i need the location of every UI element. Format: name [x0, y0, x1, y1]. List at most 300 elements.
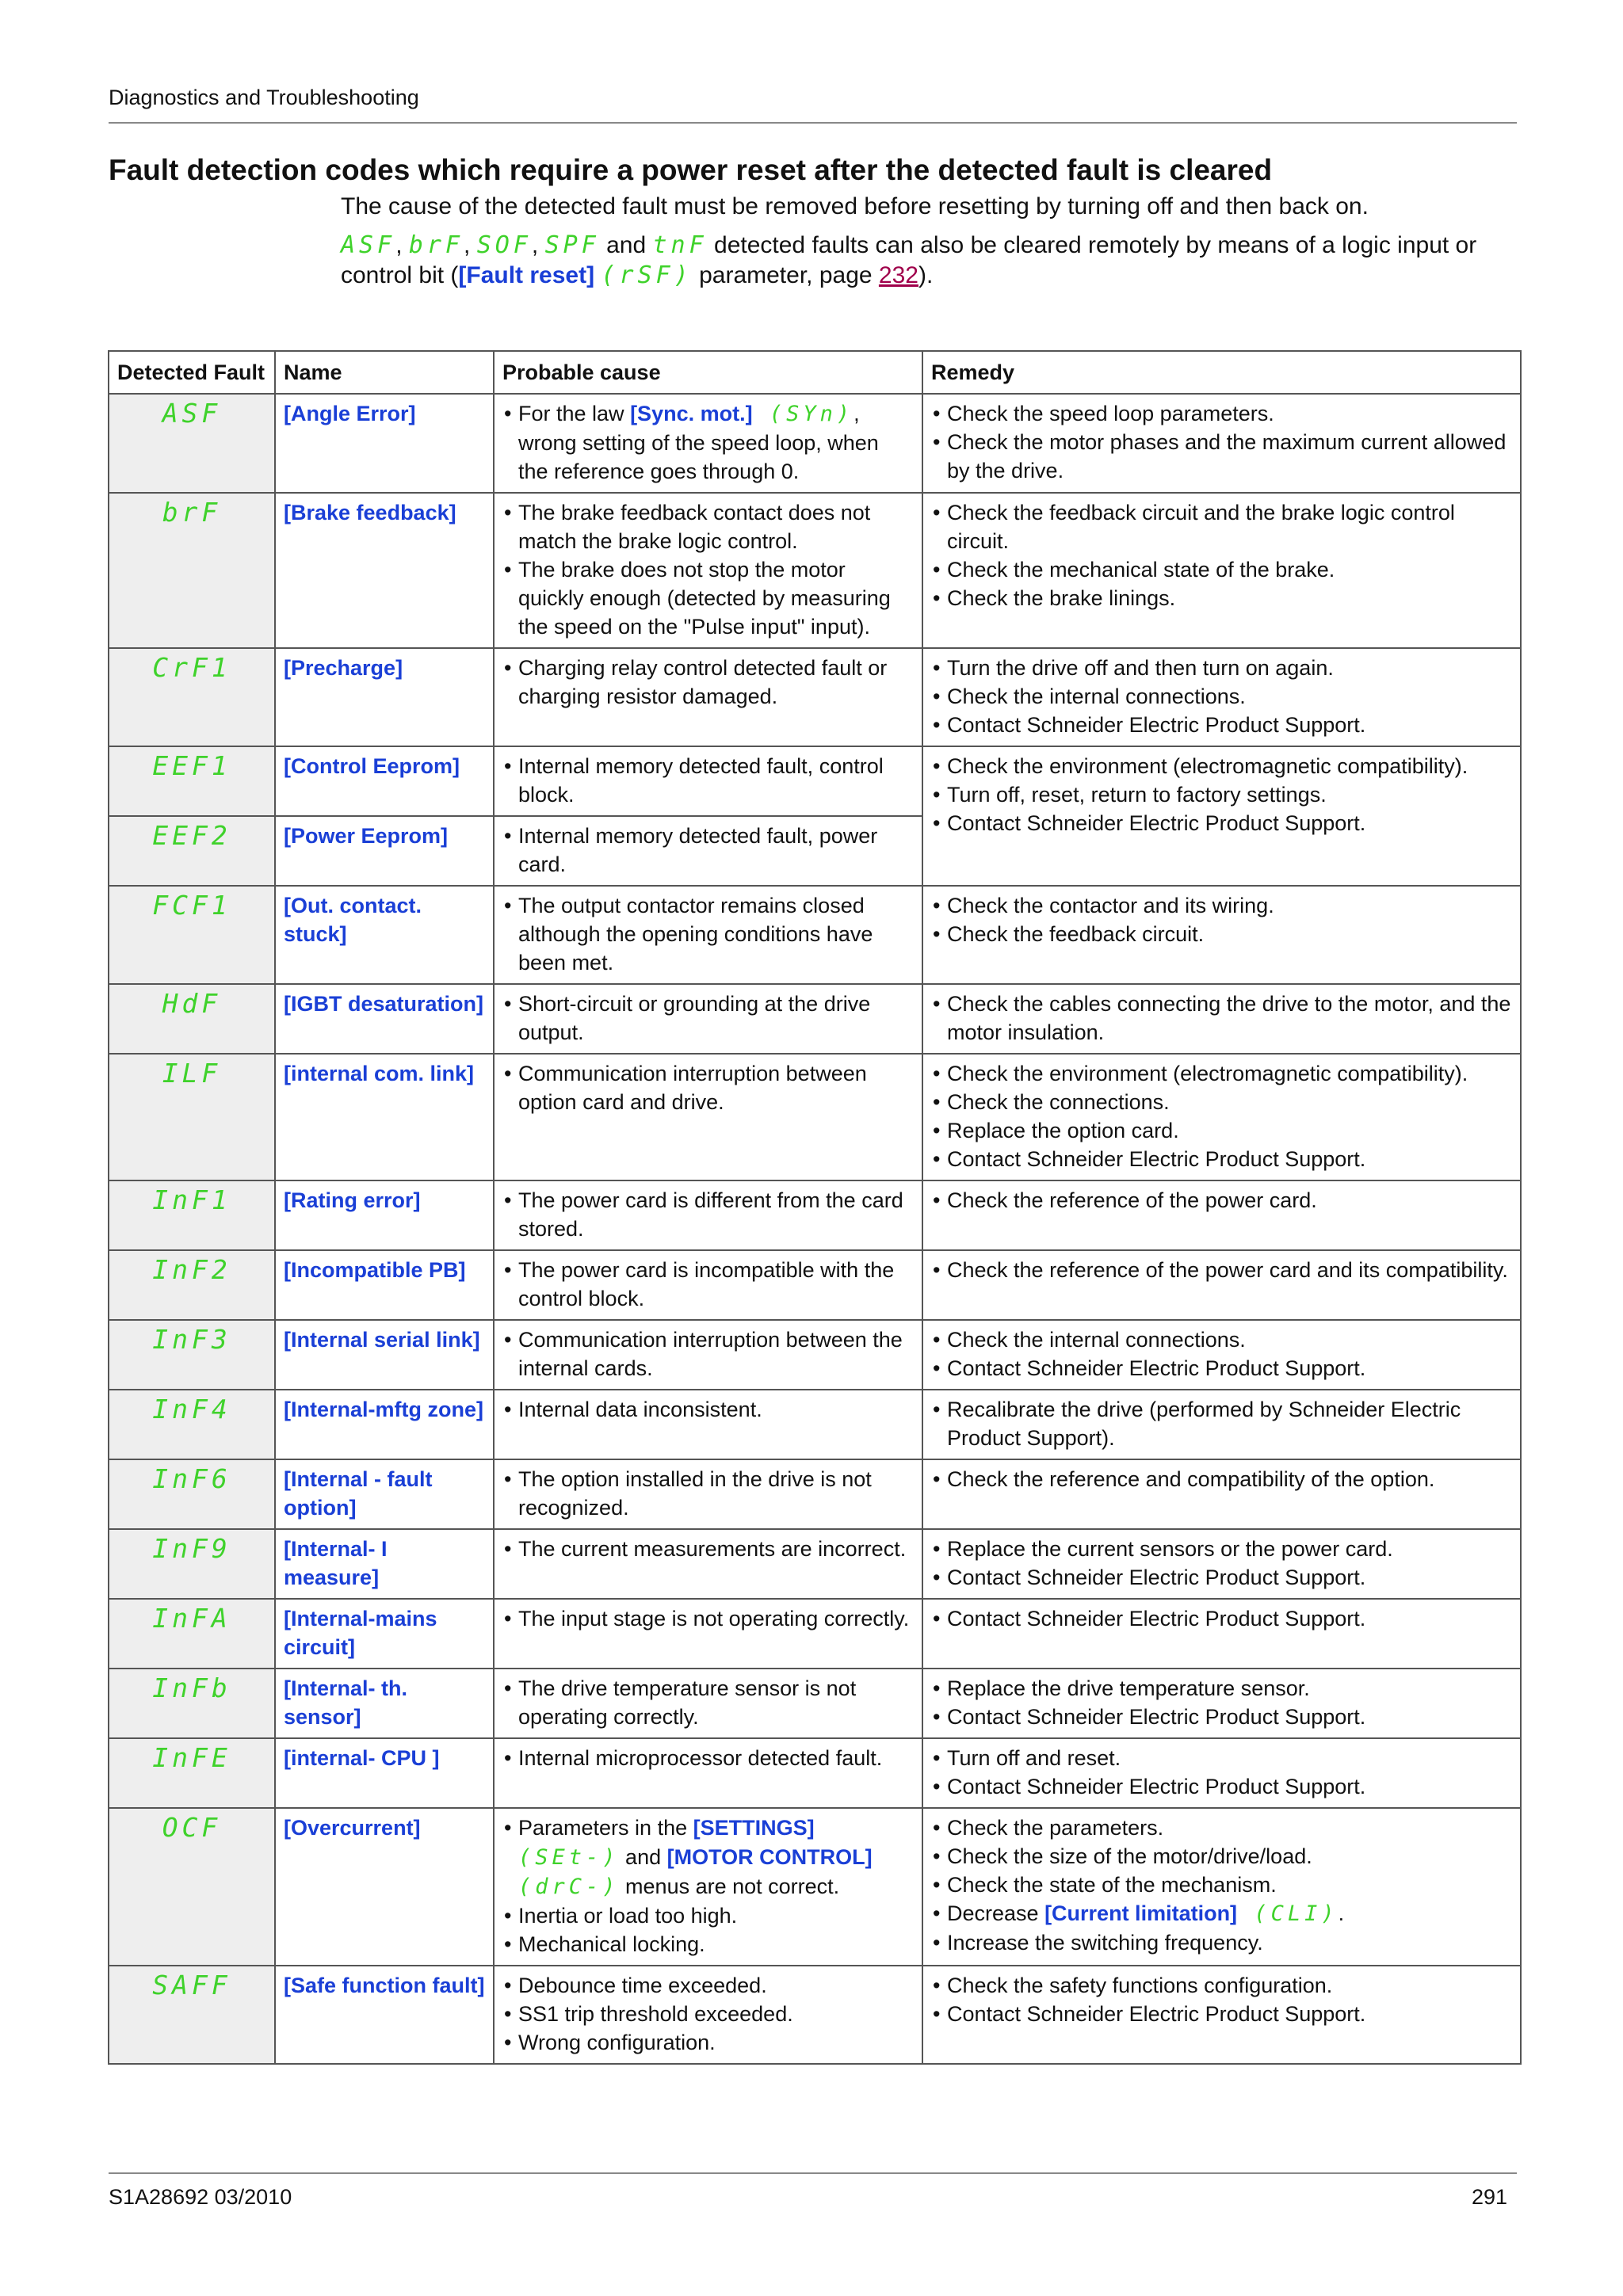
causes-list — [502, 990, 914, 1047]
fault-code: CrF1 — [152, 652, 231, 683]
remedies-list — [931, 1604, 1512, 1633]
fault-code-cell — [109, 1738, 275, 1808]
column-header: Detected Fault — [109, 351, 275, 394]
remedies-item — [931, 1971, 1512, 2000]
causes-item — [502, 654, 914, 711]
causes-list — [502, 1604, 914, 1633]
page-link[interactable]: 232 — [878, 262, 918, 288]
probable-cause-cell — [494, 394, 922, 493]
remedy-cell — [922, 1390, 1521, 1459]
remedies-text: Increase the switching frequency. — [947, 1931, 1263, 1955]
fault-code: SPF — [544, 231, 600, 259]
causes-item — [502, 1744, 914, 1772]
causes-item — [502, 555, 914, 641]
fault-code-cell — [109, 984, 275, 1054]
fault-name-cell: [Precharge] — [275, 648, 494, 746]
table-row — [109, 1459, 1521, 1529]
remedies-text: Contact Schneider Electric Product Support. — [947, 2002, 1366, 2026]
causes-text: For the law — [518, 402, 631, 425]
fault-code: InF9 — [152, 1533, 231, 1564]
remedies-text: Recalibrate the drive (performed by Schneider Electric Product Support). — [947, 1398, 1461, 1450]
causes-text: Mechanical locking. — [518, 1932, 705, 1956]
remedies-list — [931, 1814, 1512, 1957]
table-header-row — [109, 351, 1521, 394]
remedies-list — [931, 1744, 1512, 1801]
causes-text: Internal memory detected fault, power card. — [518, 824, 878, 876]
causes-text: menus are not correct. — [619, 1875, 840, 1898]
remedies-text: Replace the option card. — [947, 1119, 1179, 1142]
fault-code: brF — [162, 497, 222, 528]
separator: and — [599, 232, 653, 258]
parameter-name: [Current limitation] — [1044, 1901, 1238, 1925]
causes-list — [502, 399, 914, 486]
causes-item — [502, 1186, 914, 1243]
intro-paragraph-2 — [341, 231, 1529, 291]
remedies-item — [931, 498, 1512, 555]
remedies-list — [931, 1674, 1512, 1731]
table-row — [109, 1320, 1521, 1390]
remedy-cell — [922, 1054, 1521, 1180]
remedy-cell — [922, 394, 1521, 493]
causes-item — [502, 990, 914, 1047]
causes-list — [502, 891, 914, 977]
remedies-item — [931, 1256, 1512, 1284]
remedies-text: Contact Schneider Electric Product Support. — [947, 1566, 1366, 1589]
causes-list — [502, 1535, 914, 1563]
remedy-cell — [922, 746, 1521, 886]
fault-code-cell — [109, 1966, 275, 2064]
causes-list — [502, 1256, 914, 1313]
remedies-item — [931, 1674, 1512, 1703]
intro-text: detected faults can also be cleared remotely by means of a logic input or control bit ( — [341, 232, 1477, 288]
causes-item — [502, 822, 914, 879]
fault-code: InF2 — [152, 1254, 231, 1285]
causes-item — [502, 498, 914, 555]
fault-name-cell: [Rating error] — [275, 1180, 494, 1250]
causes-text: The current measurements are incorrect. — [518, 1537, 907, 1561]
causes-item — [502, 1256, 914, 1313]
probable-cause-cell — [494, 648, 922, 746]
table-row — [109, 1180, 1521, 1250]
remedies-list — [931, 1465, 1512, 1493]
remedies-list — [931, 654, 1512, 739]
fault-name-cell: [internal- CPU ] — [275, 1738, 494, 1808]
remedies-item — [931, 1703, 1512, 1731]
remedies-item — [931, 1563, 1512, 1592]
causes-list — [502, 752, 914, 809]
probable-cause-cell — [494, 493, 922, 648]
fault-name-cell: [Power Eeprom] — [275, 816, 494, 886]
remedy-cell — [922, 1529, 1521, 1599]
remedies-item — [931, 1814, 1512, 1842]
intro-text: ). — [918, 262, 934, 288]
causes-item — [502, 1930, 914, 1958]
causes-item — [502, 1535, 914, 1563]
remedy-cell — [922, 886, 1521, 984]
fault-code-cell — [109, 394, 275, 493]
parameter-name: [Sync. mot.] — [630, 402, 753, 425]
causes-list — [502, 1971, 914, 2057]
separator: , — [395, 232, 409, 258]
fault-code: brF — [408, 231, 464, 259]
fault-code-cell — [109, 1250, 275, 1320]
fault-code: HdF — [162, 988, 222, 1019]
causes-text: The power card is incompatible with the control block. — [518, 1258, 895, 1310]
fault-code: InF4 — [152, 1394, 231, 1425]
remedies-text: Turn off and reset. — [947, 1746, 1121, 1770]
fault-codes-table — [108, 350, 1522, 2065]
fault-code-cell — [109, 816, 275, 886]
remedies-list — [931, 498, 1512, 612]
causes-text: Internal microprocessor detected fault. — [518, 1746, 883, 1770]
remedies-text: Check the state of the mechanism. — [947, 1873, 1277, 1897]
remedies-text: Check the motor phases and the maximum current allowed by the drive. — [947, 430, 1507, 482]
fault-code-cell — [109, 648, 275, 746]
causes-list — [502, 1674, 914, 1731]
fault-code: InFE — [152, 1742, 231, 1773]
remedies-item — [931, 1395, 1512, 1452]
fault-name-cell: [Internal-mains circuit] — [275, 1599, 494, 1669]
causes-text: , wrong setting of the speed loop, when the reference goes through 0. — [518, 402, 879, 483]
probable-cause-cell — [494, 1250, 922, 1320]
fault-code: InFb — [152, 1672, 231, 1703]
probable-cause-cell — [494, 1180, 922, 1250]
fault-code: OCF — [162, 1812, 222, 1843]
remedies-item — [931, 428, 1512, 485]
table-row — [109, 1669, 1521, 1738]
probable-cause-cell — [494, 984, 922, 1054]
table-row — [109, 984, 1521, 1054]
remedies-item — [931, 1535, 1512, 1563]
fault-code-cell — [109, 1529, 275, 1599]
remedies-text: Check the mechanical state of the brake. — [947, 558, 1335, 582]
fault-code-cell — [109, 1180, 275, 1250]
causes-text: The brake does not stop the motor quickly enough (detected by measuring the speed on the "Pulse input" input). — [518, 558, 891, 639]
remedies-text: Contact Schneider Electric Product Support. — [947, 1147, 1366, 1171]
remedies-item — [931, 711, 1512, 739]
remedies-item — [931, 1928, 1512, 1957]
remedies-text: Contact Schneider Electric Product Support. — [947, 713, 1366, 737]
probable-cause-cell — [494, 1459, 922, 1529]
causes-list — [502, 1465, 914, 1522]
remedy-cell — [922, 1738, 1521, 1808]
causes-item — [502, 1465, 914, 1522]
fault-name-cell: [Control Eeprom] — [275, 746, 494, 816]
remedies-text: Check the reference and compatibility of the option. — [947, 1467, 1435, 1491]
remedies-text: Turn the drive off and then turn on again. — [947, 656, 1334, 680]
table-body — [109, 394, 1521, 2064]
remedies-text: Replace the drive temperature sensor. — [947, 1676, 1310, 1700]
remedies-text: Contact Schneider Electric Product Support. — [947, 1356, 1366, 1380]
remedies-text: Check the internal connections. — [947, 685, 1246, 708]
fault-name-cell: [Internal- I measure] — [275, 1529, 494, 1599]
remedies-text: Contact Schneider Electric Product Support. — [947, 1705, 1366, 1729]
causes-text: The output contactor remains closed although the opening conditions have been met. — [518, 894, 873, 974]
causes-item — [502, 1971, 914, 2000]
column-header: Name — [275, 351, 494, 394]
remedies-text: . — [1338, 1901, 1345, 1925]
table-row — [109, 1054, 1521, 1180]
fault-code: EEF2 — [152, 820, 231, 851]
remedies-item — [931, 2000, 1512, 2028]
probable-cause-cell — [494, 1966, 922, 2064]
fault-code: SAFF — [152, 1970, 231, 2000]
fault-name-cell: [Internal- th. sensor] — [275, 1669, 494, 1738]
remedies-item — [931, 1145, 1512, 1173]
separator: , — [531, 232, 545, 258]
remedies-text: Check the contactor and its wiring. — [947, 894, 1274, 917]
remedies-item — [931, 752, 1512, 780]
causes-list — [502, 1186, 914, 1243]
remedies-item — [931, 1772, 1512, 1801]
remedies-item — [931, 1465, 1512, 1493]
remedies-item — [931, 1899, 1512, 1928]
remedies-text: Check the internal connections. — [947, 1328, 1246, 1352]
remedies-item — [931, 780, 1512, 809]
remedies-list — [931, 1059, 1512, 1173]
causes-item — [502, 1814, 914, 1901]
fault-name-cell: [Internal-mftg zone] — [275, 1390, 494, 1459]
fault-code: EEF1 — [152, 750, 231, 781]
remedies-list — [931, 752, 1512, 837]
remedies-text: Check the parameters. — [947, 1816, 1164, 1840]
remedies-item — [931, 990, 1512, 1047]
remedies-text: Contact Schneider Electric Product Support. — [947, 1775, 1366, 1798]
causes-text: Short-circuit or grounding at the drive output. — [518, 992, 871, 1044]
fault-code: ASF — [162, 398, 222, 429]
fault-code: InF3 — [152, 1324, 231, 1355]
causes-text: Charging relay control detected fault or charging resistor damaged. — [518, 656, 888, 708]
fault-name-cell: [Internal - fault option] — [275, 1459, 494, 1529]
fault-code-cell — [109, 886, 275, 984]
parameter-code: (CLI) — [1237, 1901, 1338, 1926]
header-divider — [109, 122, 1517, 124]
causes-text: Communication interruption between option card and drive. — [518, 1062, 867, 1114]
remedies-item — [931, 1842, 1512, 1871]
causes-text: Inertia or load too high. — [518, 1904, 738, 1928]
fault-code-cell — [109, 1459, 275, 1529]
document-reference: S1A28692 03/2010 — [109, 2185, 292, 2209]
remedies-list — [931, 1535, 1512, 1592]
remedies-text: Turn off, reset, return to factory settings. — [947, 783, 1327, 807]
remedy-cell — [922, 1669, 1521, 1738]
probable-cause-cell — [494, 886, 922, 984]
probable-cause-cell — [494, 1390, 922, 1459]
table-row — [109, 394, 1521, 493]
remedies-item — [931, 920, 1512, 948]
causes-text: The power card is different from the card stored. — [518, 1188, 903, 1241]
fault-code-cell — [109, 493, 275, 648]
fault-code-cell — [109, 1390, 275, 1459]
fault-code: ILF — [162, 1058, 222, 1089]
remedies-item — [931, 1744, 1512, 1772]
remedies-text: Check the connections. — [947, 1090, 1170, 1114]
probable-cause-cell — [494, 1320, 922, 1390]
remedies-item — [931, 1871, 1512, 1899]
fault-name-cell: [Overcurrent] — [275, 1808, 494, 1966]
footer-divider — [109, 2172, 1517, 2174]
probable-cause-cell — [494, 1738, 922, 1808]
causes-text: Parameters in the — [518, 1816, 693, 1840]
table-row — [109, 1808, 1521, 1966]
causes-item — [502, 1395, 914, 1424]
fault-name-cell: [Angle Error] — [275, 394, 494, 493]
remedy-cell — [922, 1459, 1521, 1529]
remedies-text: Check the safety functions configuration. — [947, 1974, 1333, 1997]
table-row — [109, 1250, 1521, 1320]
remedy-cell — [922, 1250, 1521, 1320]
remedies-text: Check the feedback circuit. — [947, 922, 1205, 946]
probable-cause-cell — [494, 1529, 922, 1599]
section-title: Fault detection codes which require a power reset after the detected fault is cleared — [109, 154, 1273, 186]
remedies-text: Check the cables connecting the drive to the motor, and the motor insulation. — [947, 992, 1511, 1044]
fault-code: SOF — [476, 231, 532, 259]
causes-item — [502, 752, 914, 809]
intro-paragraph-1: The cause of the detected fault must be removed before resetting by turning off and then back on. — [341, 193, 1369, 219]
fault-code-cell — [109, 1669, 275, 1738]
causes-text: Internal memory detected fault, control block. — [518, 754, 884, 807]
remedies-text: Check the brake linings. — [947, 586, 1176, 610]
parameter-name: [MOTOR CONTROL] — [666, 1845, 873, 1869]
fault-name-cell: [Out. contact. stuck] — [275, 886, 494, 984]
remedies-text: Contact Schneider Electric Product Support. — [947, 811, 1366, 835]
remedies-text: Replace the current sensors or the power card. — [947, 1537, 1393, 1561]
parameter-code: (SEt-) — [518, 1845, 620, 1870]
remedies-list — [931, 1971, 1512, 2028]
remedies-item — [931, 1354, 1512, 1383]
table-row — [109, 1966, 1521, 2064]
remedies-text: Decrease — [947, 1901, 1045, 1925]
page-header-title: Diagnostics and Troubleshooting — [109, 86, 419, 109]
remedies-list — [931, 990, 1512, 1047]
remedies-item — [931, 1325, 1512, 1354]
remedies-text: Check the feedback circuit and the brake logic control circuit. — [947, 501, 1455, 553]
causes-text: SS1 trip threshold exceeded. — [518, 2002, 793, 2026]
causes-item — [502, 399, 914, 486]
probable-cause-cell — [494, 1669, 922, 1738]
fault-name-cell: [Internal serial link] — [275, 1320, 494, 1390]
remedies-text: Check the environment (electromagnetic compatibility). — [947, 754, 1468, 778]
causes-list — [502, 654, 914, 711]
remedies-item — [931, 584, 1512, 612]
fault-name-cell: [Brake feedback] — [275, 493, 494, 648]
remedies-item — [931, 1059, 1512, 1088]
remedies-item — [931, 809, 1512, 837]
fault-reset-code: (rSF) — [601, 261, 693, 289]
separator: , — [464, 232, 477, 258]
remedy-cell — [922, 984, 1521, 1054]
causes-text: and — [619, 1845, 667, 1869]
causes-list — [502, 1325, 914, 1383]
fault-name-cell: [IGBT desaturation] — [275, 984, 494, 1054]
remedies-item — [931, 555, 1512, 584]
fault-name-cell: [internal com. link] — [275, 1054, 494, 1180]
fault-code: InFA — [152, 1603, 231, 1634]
causes-text: The brake feedback contact does not match the brake logic control. — [518, 501, 871, 553]
causes-text: Wrong configuration. — [518, 2031, 716, 2054]
causes-item — [502, 1674, 914, 1731]
probable-cause-cell — [494, 746, 922, 816]
causes-list — [502, 1395, 914, 1424]
fault-reset-param: [Fault reset] — [458, 262, 595, 288]
causes-text: Communication interruption between the internal cards. — [518, 1328, 903, 1380]
table-row — [109, 493, 1521, 648]
remedies-item — [931, 1604, 1512, 1633]
remedy-cell — [922, 493, 1521, 648]
remedies-item — [931, 1116, 1512, 1145]
causes-text: The option installed in the drive is not recognized. — [518, 1467, 872, 1520]
parameter-name: [SETTINGS] — [693, 1816, 815, 1840]
table-row — [109, 1599, 1521, 1669]
causes-list — [502, 1059, 914, 1116]
causes-text: The input stage is not operating correctly. — [518, 1607, 910, 1630]
causes-text: Debounce time exceeded. — [518, 1974, 767, 1997]
fault-code: InF1 — [152, 1184, 231, 1215]
causes-item — [502, 1325, 914, 1383]
fault-code-cell — [109, 1054, 275, 1180]
parameter-code: (drC-) — [518, 1875, 620, 1899]
remedy-cell — [922, 1180, 1521, 1250]
remedies-item — [931, 682, 1512, 711]
remedies-text: Check the size of the motor/drive/load. — [947, 1844, 1312, 1868]
remedies-text: Contact Schneider Electric Product Support. — [947, 1607, 1366, 1630]
causes-item — [502, 2000, 914, 2028]
fault-code: ASF — [341, 231, 396, 259]
causes-item — [502, 891, 914, 977]
table-row — [109, 648, 1521, 746]
remedies-item — [931, 654, 1512, 682]
remedy-cell — [922, 1599, 1521, 1669]
remedies-item — [931, 1088, 1512, 1116]
table-row — [109, 1390, 1521, 1459]
probable-cause-cell — [494, 1599, 922, 1669]
remedies-list — [931, 1395, 1512, 1452]
fault-code-cell — [109, 1599, 275, 1669]
probable-cause-cell — [494, 1808, 922, 1966]
causes-item — [502, 2028, 914, 2057]
remedies-list — [931, 1325, 1512, 1383]
fault-name-cell: [Incompatible PB] — [275, 1250, 494, 1320]
causes-item — [502, 1059, 914, 1116]
remedies-text: Check the environment (electromagnetic compatibility). — [947, 1062, 1468, 1085]
causes-item — [502, 1901, 914, 1930]
remedies-text: Check the reference of the power card and its compatibility. — [947, 1258, 1508, 1282]
fault-code-cell — [109, 1808, 275, 1966]
fault-code: tnF — [652, 231, 708, 259]
causes-text: Internal data inconsistent. — [518, 1398, 762, 1421]
causes-item — [502, 1604, 914, 1633]
remedies-item — [931, 399, 1512, 428]
column-header: Remedy — [922, 351, 1521, 394]
remedy-cell — [922, 648, 1521, 746]
fault-code-cell — [109, 1320, 275, 1390]
causes-text: The drive temperature sensor is not operating correctly. — [518, 1676, 857, 1729]
parameter-code: (SYn) — [752, 402, 854, 426]
intro-text: parameter, page — [692, 262, 879, 288]
table-row — [109, 1529, 1521, 1599]
causes-list — [502, 498, 914, 641]
fault-code: InF6 — [152, 1463, 231, 1494]
probable-cause-cell — [494, 1054, 922, 1180]
fault-code-cell — [109, 746, 275, 816]
probable-cause-cell — [494, 816, 922, 886]
causes-list — [502, 1744, 914, 1772]
remedies-text: Check the reference of the power card. — [947, 1188, 1317, 1212]
remedies-text: Check the speed loop parameters. — [947, 402, 1274, 425]
causes-list — [502, 1814, 914, 1958]
fault-code: FCF1 — [152, 890, 231, 921]
remedy-cell — [922, 1320, 1521, 1390]
